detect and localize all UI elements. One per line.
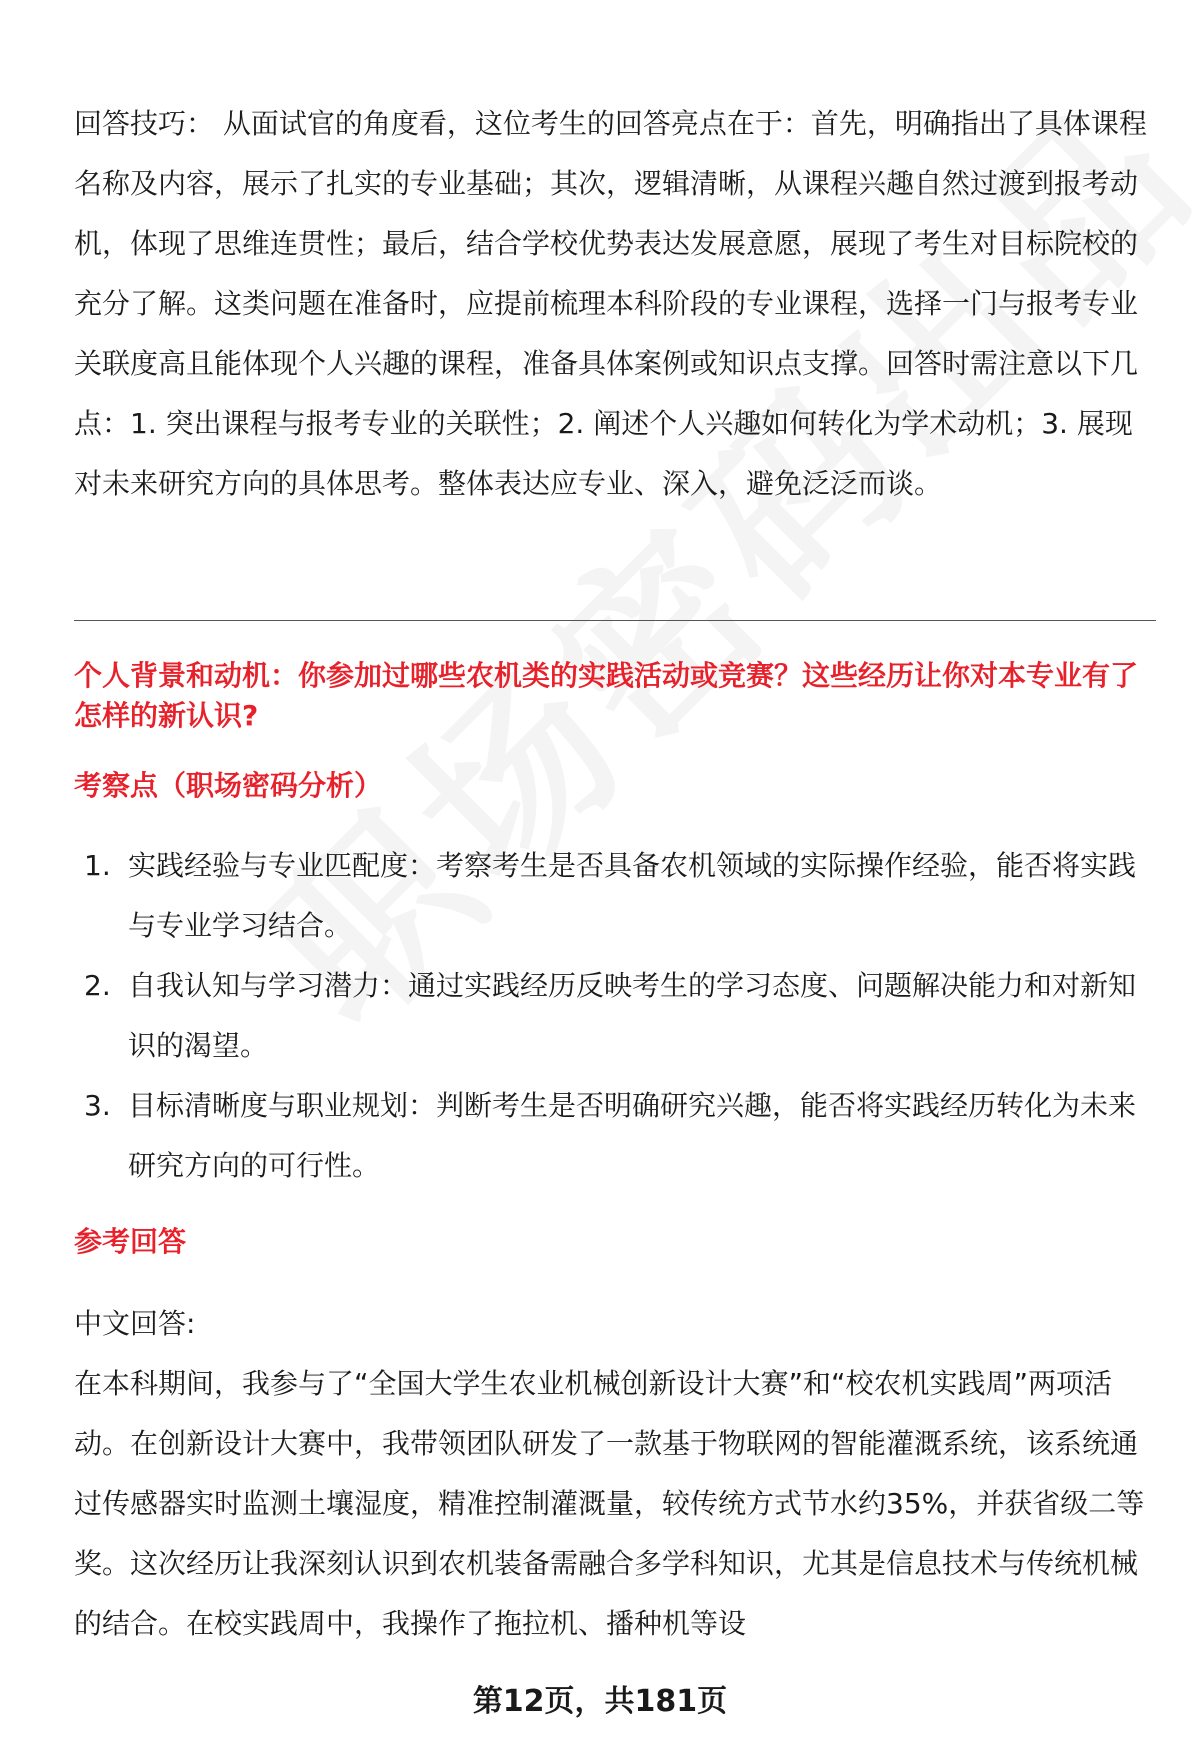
answer-tips-text: 从面试官的角度看，这位考生的回答亮点在于：首先，明确指出了具体课程名称及内容，展示了扎实的专业基础；其次，逻辑清晰，从课程兴趣自然过渡到报考动机，体现了思维连贯性；最后，结合学校优势表达发展意愿，展现了考生对目标院校的充分了解。这类问题在准备时，应提前梳理本科阶段的专业课程，选择一门与报考专业关联度高且能体现个人兴趣的课程，准备具体案例或知识点支撑。回答时需注意以下几点：1. 突出课程与报考专业的关联性；2. 阐述个人兴趣如何转化为学术动机；3. 展现对未来研究方向的具体思考。整体表达应专业、深入，避免泛泛而谈。 bbox=[74, 107, 1147, 500]
list-item bbox=[74, 956, 1156, 1076]
list-item bbox=[74, 1076, 1156, 1196]
list-item-text: 自我认知与学习潜力：通过实践经历反映考生的学习态度、问题解决能力和对新知识的渴望。 bbox=[128, 969, 1137, 1062]
page-number-footer: 第12页，共181页 bbox=[472, 1684, 728, 1719]
list-item-number: 2. bbox=[84, 969, 111, 1002]
answer-paragraph: 在本科期间，我参与了“全国大学生农业机械创新设计大赛”和“校农机实践周”两项活动。在创新设计大赛中，我带领团队研发了一款基于物联网的智能灌溉系统，该系统通过传感器实时监测土壤湿度，精准控制灌溉量，较传统方式节水约35%，并获省级二等奖。这次经历让我深刻认识到农机装备需融合多学科知识，尤其是信息技术与传统机械的结合。在校实践周中，我操作了拖拉机、播种机等设 bbox=[74, 1367, 1145, 1640]
answer-label: 中文回答: bbox=[74, 1307, 196, 1340]
analysis-heading: 考察点（职场密码分析） bbox=[74, 769, 383, 802]
list-item-number: 1. bbox=[84, 849, 111, 882]
list-item-number: 3. bbox=[84, 1089, 111, 1122]
answer-tips-paragraph bbox=[74, 94, 1154, 514]
question-heading: 个人背景和动机：你参加过哪些农机类的实践活动或竞赛？这些经历让你对本专业有了怎样的新认识? bbox=[74, 659, 1139, 732]
section-divider bbox=[74, 620, 1156, 621]
answer-tips-label: 回答技巧： bbox=[74, 107, 215, 140]
list-item bbox=[74, 836, 1156, 956]
reference-answer-heading: 参考回答 bbox=[74, 1225, 187, 1258]
analysis-list bbox=[74, 836, 1156, 1196]
list-item-text: 目标清晰度与职业规划：判断考生是否明确研究兴趣，能否将实践经历转化为未来研究方向的可行性。 bbox=[128, 1089, 1137, 1182]
list-item-text: 实践经验与专业匹配度：考察考生是否具备农机领域的实际操作经验，能否将实践与专业学习结合。 bbox=[128, 849, 1137, 942]
